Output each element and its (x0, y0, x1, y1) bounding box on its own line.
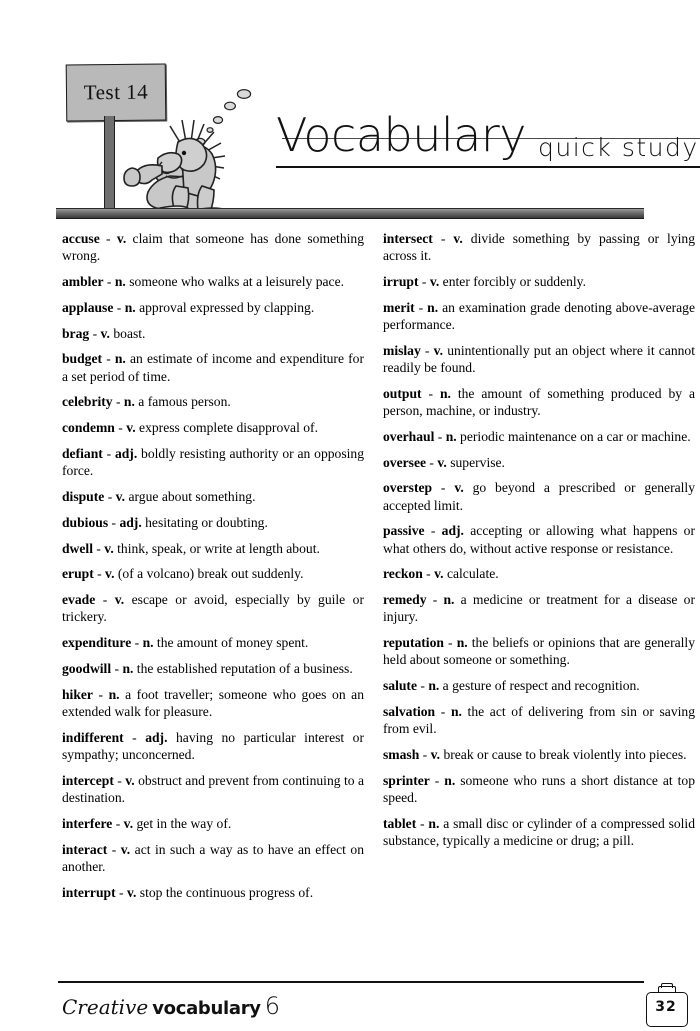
entry-separator: - (420, 342, 434, 358)
entry-part-of-speech: n. (114, 351, 126, 367)
entry-definition: a foot traveller; someone who goes on an extended walk for pleasure. (62, 686, 364, 719)
vocabulary-entry (62, 772, 364, 806)
entry-word: mislay (383, 342, 421, 358)
entry-word: ambler (62, 274, 104, 289)
entry-word: condemn (62, 420, 115, 436)
entry-word: dispute (62, 488, 105, 504)
entry-separator: - (416, 678, 429, 694)
entry-definition: break or cause to break violently into pieces. (440, 746, 687, 762)
entry-definition: boast. (109, 325, 146, 341)
vocabulary-entry (62, 660, 364, 677)
entry-part-of-speech: v. (433, 342, 444, 358)
vocabulary-column-right (383, 230, 695, 858)
entry-word: salute (383, 678, 417, 694)
entry-separator: - (107, 841, 121, 857)
entry-part-of-speech: adj. (119, 514, 142, 530)
entry-part-of-speech: adj. (114, 445, 138, 461)
entry-part-of-speech: v. (125, 772, 135, 788)
entry-word: reputation (383, 635, 444, 651)
entry-definition: boldly resisting authority or an opposing force. (62, 445, 364, 479)
footer-brand (62, 993, 280, 1023)
page-subtitle: quick study (538, 133, 699, 162)
entry-separator: - (104, 488, 116, 504)
entry-part-of-speech: v. (453, 231, 463, 246)
entry-separator: - (435, 703, 451, 719)
vocabulary-entry (383, 522, 695, 556)
entry-part-of-speech: v. (429, 274, 440, 289)
entry-definition: divide something by passing or lying across it. (383, 231, 695, 264)
entry-part-of-speech: v. (437, 454, 447, 470)
entry-definition: claim that someone has done something wrong. (62, 231, 364, 264)
entry-separator: - (443, 635, 457, 651)
page-footer (0, 975, 700, 1031)
vocabulary-content (0, 230, 700, 970)
entry-word: reckon (383, 566, 423, 582)
entry-definition: (of a volcano) break out suddenly. (114, 566, 304, 582)
entry-part-of-speech: v. (123, 815, 134, 831)
vocabulary-entry (383, 746, 695, 763)
vocabulary-entry (62, 591, 364, 625)
entry-word: intercept (62, 772, 114, 788)
entry-part-of-speech: v. (454, 480, 464, 496)
vocabulary-column-left (62, 230, 364, 909)
entry-separator: - (114, 420, 127, 436)
entry-part-of-speech: n. (427, 299, 439, 315)
entry-part-of-speech: v. (104, 540, 114, 556)
entry-word: erupt (62, 566, 94, 582)
entry-separator: - (112, 815, 124, 831)
entry-definition: a gesture of respect and recognition. (439, 678, 640, 694)
entry-definition: a medicine or treatment for a disease or injury. (383, 592, 695, 625)
vocabulary-entry (383, 299, 695, 333)
entry-separator: - (426, 454, 438, 470)
entry-definition: a famous person. (134, 394, 231, 410)
entry-separator: - (131, 635, 143, 651)
entry-definition: express complete disapproval of. (135, 420, 318, 436)
entry-separator: - (103, 274, 115, 289)
entry-definition: the established reputation of a business. (133, 660, 353, 676)
entry-word: indifferent (62, 729, 124, 745)
title-block (276, 108, 700, 176)
entry-definition: a small disc or cylinder of a compressed solid substance, typically a medicine or drug; a pill. (383, 815, 696, 848)
entry-separator: - (424, 523, 442, 539)
entry-separator: - (429, 772, 445, 788)
vocabulary-entry (62, 686, 364, 720)
vocabulary-entry (62, 445, 364, 479)
entry-definition: escape or avoid, especially by guile or trickery. (62, 592, 364, 625)
vocabulary-entry (383, 273, 695, 290)
entry-separator: - (432, 480, 455, 496)
entry-part-of-speech: n. (450, 703, 462, 719)
entry-part-of-speech: n. (439, 385, 451, 401)
vocabulary-entry (62, 488, 364, 505)
entry-separator: - (95, 592, 115, 608)
entry-separator: - (414, 299, 428, 315)
entry-separator: - (419, 746, 431, 762)
entry-separator: - (418, 274, 430, 289)
entry-definition: the amount of money spent. (153, 635, 309, 651)
vocabulary-entry (383, 428, 695, 445)
entry-part-of-speech: n. (124, 299, 136, 315)
entry-word: dwell (62, 540, 93, 556)
brand-creative-label: Creative (62, 995, 149, 1019)
entry-part-of-speech: v. (115, 488, 126, 504)
entry-word: goodwill (62, 660, 112, 676)
entry-word: accuse (62, 231, 100, 246)
vocabulary-entry (62, 565, 364, 582)
entry-definition: unintentionally put an object where it cannot readily be found. (383, 342, 695, 375)
entry-word: budget (62, 351, 103, 367)
vocabulary-entry (62, 350, 364, 384)
entry-definition: the act of delivering from sin or saving from evil. (383, 703, 695, 737)
entry-part-of-speech: adj. (145, 729, 168, 745)
entry-word: interact (62, 841, 108, 857)
entry-word: remedy (383, 592, 427, 608)
vocabulary-entry (62, 514, 364, 531)
entry-word: smash (383, 746, 420, 762)
entry-definition: someone who walks at a leisurely pace. (125, 274, 345, 289)
entry-definition: supervise. (446, 454, 505, 470)
entry-separator: - (102, 351, 115, 367)
vocabulary-entry (383, 703, 695, 737)
entry-definition: accepting or allowing what happens or what others do, without active response or resistance. (383, 523, 695, 556)
vocabulary-entry (62, 419, 364, 436)
vocabulary-entry (383, 454, 695, 471)
entry-word: evade (62, 592, 96, 608)
entry-separator: - (108, 514, 120, 530)
entry-word: merit (383, 299, 415, 315)
entry-part-of-speech: v. (434, 566, 444, 582)
page-number-badge (646, 986, 688, 1026)
entry-part-of-speech: v. (105, 566, 115, 582)
brand-level-label: 6 (264, 992, 281, 1020)
vocabulary-entry (383, 385, 695, 419)
entry-part-of-speech: n. (123, 394, 135, 410)
entry-separator: - (416, 815, 429, 831)
entry-word: dubious (62, 514, 109, 530)
entry-definition: the amount of something produced by a person, machine, or industry. (383, 385, 696, 418)
entry-part-of-speech: v. (126, 884, 137, 900)
entry-separator: - (426, 592, 444, 608)
entry-separator: - (92, 686, 109, 702)
entry-word: output (383, 385, 422, 401)
vocabulary-entry (62, 884, 364, 901)
entry-word: brag (62, 325, 90, 341)
header-divider-bar (56, 208, 644, 219)
entry-part-of-speech: v. (100, 325, 110, 341)
vocabulary-entry (62, 540, 364, 557)
entry-separator: - (432, 231, 454, 246)
vocabulary-entry (383, 591, 695, 625)
vocabulary-entry (383, 342, 695, 376)
entry-definition: calculate. (443, 566, 499, 582)
vocabulary-entry (383, 230, 695, 264)
vocabulary-entry (383, 565, 695, 582)
entry-definition: having no particular interest or sympathy; unconcerned. (62, 729, 364, 762)
entry-part-of-speech: n. (443, 592, 455, 608)
entry-definition: an estimate of income and expenditure for a set period of time. (62, 351, 364, 384)
entry-separator: - (99, 231, 117, 246)
vocabulary-entry (383, 479, 695, 513)
brand-vocabulary-label: vocabulary (152, 998, 261, 1019)
entry-part-of-speech: n. (108, 686, 120, 702)
entry-word: irrupt (383, 274, 419, 289)
entry-word: defiant (62, 445, 103, 461)
entry-word: oversee (383, 454, 427, 470)
page-header (0, 0, 700, 232)
vocabulary-entry (62, 841, 364, 875)
vocabulary-entry (383, 677, 695, 694)
entry-part-of-speech: adj. (441, 523, 464, 539)
entry-definition: an examination grade denoting above-average performance. (383, 299, 695, 332)
vocabulary-entry (62, 393, 364, 410)
entry-separator: - (111, 660, 123, 676)
vocabulary-entry (62, 299, 364, 316)
entry-separator: - (113, 299, 125, 315)
entry-part-of-speech: n. (428, 678, 440, 694)
entry-part-of-speech: n. (444, 772, 456, 788)
entry-separator: - (89, 325, 101, 341)
entry-part-of-speech: v. (126, 420, 136, 436)
vocabulary-entry (62, 230, 364, 264)
test-number-sign (66, 63, 167, 121)
vocabulary-entry (62, 325, 364, 342)
entry-word: applause (62, 299, 114, 315)
entry-separator: - (123, 729, 146, 745)
entry-word: overhaul (383, 428, 435, 444)
entry-definition: approval expressed by clapping. (135, 299, 315, 315)
entry-word: passive (383, 523, 425, 539)
title-bottom-rule (276, 166, 700, 168)
entry-definition: argue about something. (125, 488, 256, 504)
entry-separator: - (92, 540, 105, 556)
entry-word: interrupt (62, 884, 116, 900)
vocabulary-entry (62, 815, 364, 832)
entry-part-of-speech: v. (114, 592, 125, 608)
entry-part-of-speech: v. (120, 841, 131, 857)
entry-definition: stop the continuous progress of. (136, 884, 314, 900)
vocabulary-entry (62, 273, 364, 290)
entry-definition: think, speak, or write at length about. (113, 540, 320, 556)
entry-part-of-speech: v. (430, 746, 441, 762)
entry-definition: hesitating or doubting. (141, 514, 268, 530)
footer-rule (58, 981, 644, 983)
vocabulary-entry (383, 772, 695, 806)
vocabulary-entry (383, 815, 695, 849)
entry-definition: obstruct and prevent from continuing to a destination. (62, 772, 364, 805)
entry-separator: - (421, 385, 440, 401)
entry-separator: - (422, 566, 435, 582)
vocabulary-entry (62, 634, 364, 651)
entry-word: sprinter (383, 772, 430, 788)
entry-definition: go beyond a prescribed or generally accepted limit. (383, 480, 696, 513)
entry-word: expenditure (62, 635, 132, 651)
entry-part-of-speech: n. (114, 274, 126, 289)
vocabulary-entry (62, 729, 364, 763)
entry-definition: the beliefs or opinions that are generally held about someone or something. (383, 635, 695, 668)
entry-definition: act in such a way as to have an effect on another. (62, 841, 364, 874)
entry-definition: someone who runs a short distance at top speed. (383, 772, 695, 805)
entry-word: overstep (383, 480, 433, 496)
entry-definition: enter forcibly or suddenly. (439, 274, 586, 289)
entry-part-of-speech: n. (428, 815, 440, 831)
test-number-label: Test 14 (83, 79, 149, 104)
entry-part-of-speech: n. (445, 428, 457, 444)
entry-word: celebrity (62, 394, 113, 410)
entry-word: hiker (62, 686, 93, 702)
entry-separator: - (113, 772, 126, 788)
page-title: Vocabulary (276, 108, 526, 162)
entry-separator: - (93, 566, 106, 582)
entry-word: tablet (383, 815, 417, 831)
entry-part-of-speech: v. (116, 231, 127, 246)
entry-word: interfere (62, 815, 113, 831)
sign-post (104, 116, 115, 211)
entry-separator: - (434, 428, 446, 444)
page-number-label: 32 (655, 999, 677, 1015)
entry-definition: periodic maintenance on a car or machine. (456, 428, 691, 444)
entry-word: intersect (383, 231, 433, 246)
vocabulary-entry (383, 634, 695, 668)
entry-word: salvation (383, 703, 436, 719)
entry-separator: - (115, 884, 127, 900)
entry-part-of-speech: n. (456, 635, 468, 651)
entry-part-of-speech: n. (142, 635, 154, 651)
entry-separator: - (112, 394, 124, 410)
entry-definition: get in the way of. (133, 815, 232, 831)
entry-part-of-speech: n. (122, 660, 134, 676)
entry-separator: - (102, 445, 115, 461)
